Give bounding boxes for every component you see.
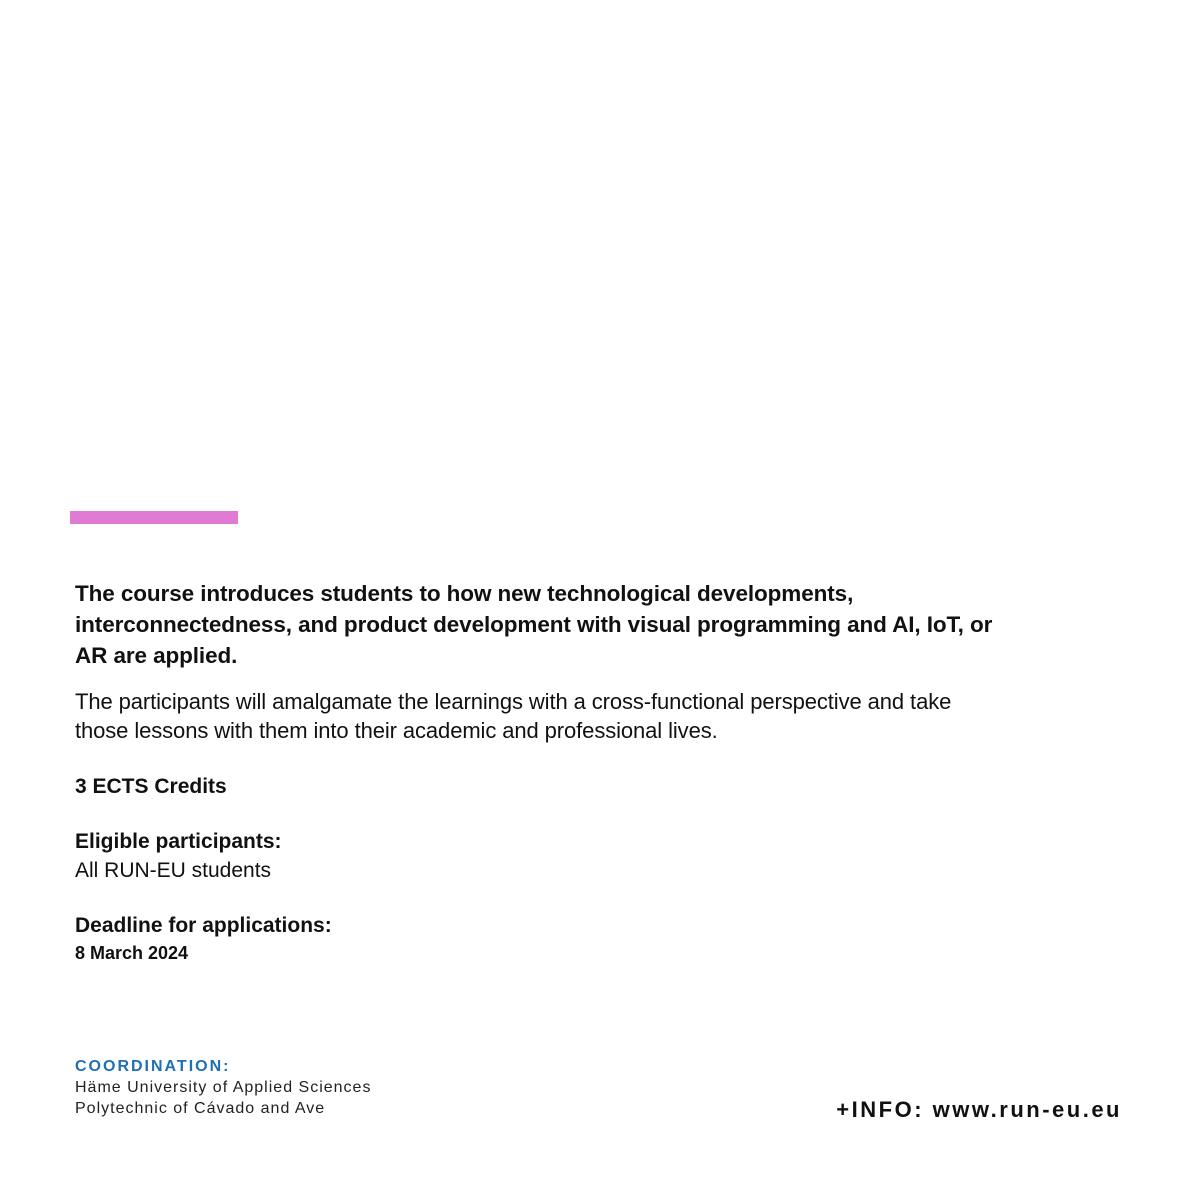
ects-credits: 3 ECTS Credits: [75, 775, 227, 798]
eligible-value: All RUN-EU students: [75, 859, 272, 882]
accent-bar: [70, 511, 238, 524]
coordination-block: [75, 1057, 371, 1119]
application-deadline: [75, 911, 995, 966]
coordinator-hame: Häme University of Applied Sciences: [75, 1079, 372, 1096]
coordinator-ipca: Polytechnic of Cávado and Ave: [75, 1100, 326, 1117]
eligible-label: Eligible participants:: [75, 830, 282, 853]
info-link[interactable]: +INFO: www.run-eu.eu: [836, 1097, 1122, 1122]
course-intro: The course introduces students to how new technological developments, interconnectedness, and product development with visual programming and AI, IoT, or AR are applied.: [75, 581, 993, 668]
course-details: [75, 578, 995, 966]
deadline-label: Deadline for applications:: [75, 914, 332, 937]
deadline-value: 8 March 2024: [75, 943, 189, 963]
coordination-title: COORDINATION:: [75, 1058, 231, 1075]
eligible-participants: [75, 827, 995, 885]
course-description: The participants will amalgamate the learnings with a cross-functional perspective and take those lessons with them into their academic and professional lives.: [75, 689, 952, 743]
